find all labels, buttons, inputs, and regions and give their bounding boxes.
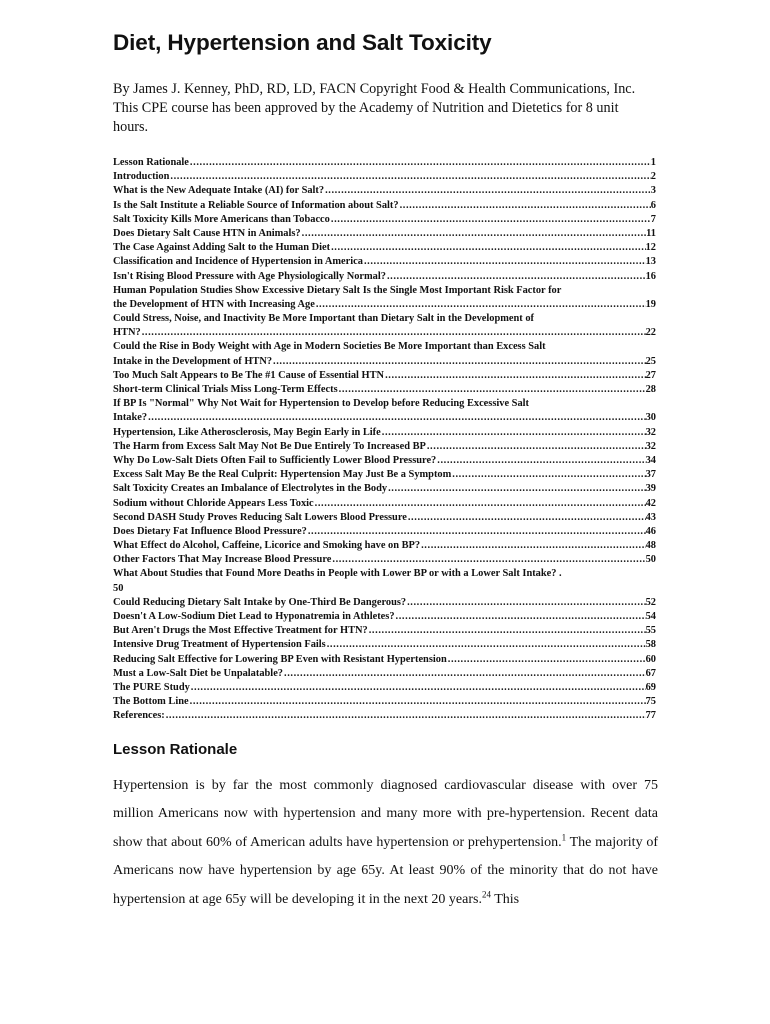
toc-page-number: 67 (645, 667, 656, 679)
toc-leader-dots (273, 355, 646, 369)
toc-entry (113, 582, 656, 596)
toc-page-number: 28 (645, 384, 656, 395)
toc-entry[interactable] (113, 369, 656, 383)
toc-page-number: 16 (645, 270, 656, 282)
toc-page-number: 6 (650, 199, 656, 211)
toc-entry-title: References: (113, 710, 165, 722)
toc-entry[interactable] (113, 170, 656, 184)
toc-leader-dots (437, 454, 645, 468)
table-of-contents (113, 156, 656, 724)
toc-entry-title: Short-term Clinical Trials Miss Long-Term Effects (113, 384, 338, 395)
toc-leader-dots (369, 624, 646, 638)
toc-leader-dots (191, 681, 646, 695)
toc-entry[interactable] (113, 511, 656, 525)
toc-entry-title: What is the New Adequate Intake (AI) for Salt? (113, 185, 325, 197)
toc-entry-title: Salt Toxicity Kills More Americans than Tobacco (113, 213, 330, 225)
toc-entry[interactable] (113, 667, 656, 681)
toc-page-number: 3 (650, 185, 656, 197)
toc-entry[interactable] (113, 525, 656, 539)
toc-entry-title: Other Factors That May Increase Blood Pressure (113, 554, 332, 566)
toc-leader-dots (332, 553, 645, 567)
toc-entry-title: Intensive Drug Treatment of Hypertension Fails (113, 639, 326, 651)
toc-entry-title: Could Reducing Dietary Salt Intake by One-Third Be Dangerous? (113, 596, 407, 608)
toc-entry-title: Does Dietary Salt Cause HTN in Animals? (113, 227, 301, 239)
toc-entry[interactable] (113, 553, 656, 567)
toc-leader-dots (190, 695, 646, 709)
toc-leader-dots (142, 326, 646, 340)
toc-entry-title: Isn't Rising Blood Pressure with Age Physiologically Normal? (113, 270, 386, 282)
toc-page-number: 46 (645, 525, 656, 537)
toc-entry-title: What Effect do Alcohol, Caffeine, Licorice and Smoking have on BP? (113, 540, 421, 552)
toc-leader-dots (331, 213, 651, 227)
toc-page-number: 69 (645, 681, 656, 693)
toc-entry-title: Hypertension, Like Atherosclerosis, May Begin Early in Life (113, 426, 381, 438)
toc-entry[interactable] (113, 638, 656, 652)
toc-leader-dots (421, 539, 646, 553)
toc-leader-dots (316, 298, 646, 312)
toc-entry[interactable] (113, 681, 656, 695)
toc-entry-title: The Bottom Line (113, 696, 189, 708)
toc-entry[interactable] (113, 184, 656, 198)
toc-entry-title: Lesson Rationale (113, 157, 189, 168)
document-title: Diet, Hypertension and Salt Toxicity (113, 30, 492, 55)
toc-leader-dots (387, 270, 646, 284)
byline: By James J. Kenney, PhD, RD, LD, FACN Copyright Food & Health Communications, Inc. This CPE course has been approved by the Academy of Nutrition and Dietetics for 8 unit hours. (113, 81, 636, 135)
toc-leader-dots (327, 638, 646, 652)
toc-leader-dots (166, 709, 646, 723)
toc-entry-title: the Development of HTN with Increasing Age (113, 298, 315, 310)
toc-page-number: 48 (645, 540, 656, 552)
toc-entry[interactable] (113, 326, 656, 340)
toc-entry[interactable] (113, 653, 656, 667)
toc-page-number: 39 (645, 483, 656, 495)
toc-page-number: 12 (645, 242, 656, 254)
toc-page-number: 60 (645, 653, 656, 665)
toc-leader-dots (170, 170, 650, 184)
toc-entry[interactable] (113, 426, 656, 440)
toc-entry[interactable] (113, 383, 656, 397)
body-text-part-2: The majority of Americans now have hypertension by age 65y. At least 90% of the minority that do not have hypertension at age 65y will be developing it in the next 20 years. (113, 834, 658, 907)
body-paragraph (113, 772, 658, 914)
toc-entry (113, 567, 656, 581)
toc-entry-title: The Harm from Excess Salt May Not Be Due Entirely To Increased BP (113, 440, 426, 452)
toc-entry-title: What About Studies that Found More Deaths in People with Lower BP or with a Lower Salt Intake? . (113, 568, 562, 580)
toc-entry-title: Intake in the Development of HTN? (113, 355, 273, 367)
toc-entry-title: Sodium without Chloride Appears Less Toxic (113, 497, 314, 509)
toc-entry[interactable] (113, 709, 656, 723)
toc-entry[interactable] (113, 695, 656, 709)
toc-entry-title: Salt Toxicity Creates an Imbalance of Electrolytes in the Body (113, 483, 388, 495)
toc-entry[interactable] (113, 482, 656, 496)
toc-leader-dots (388, 482, 646, 496)
toc-entry[interactable] (113, 255, 656, 269)
toc-entry[interactable] (113, 241, 656, 255)
toc-entry-title: The Case Against Adding Salt to the Human Diet (113, 242, 331, 254)
toc-page-number: 1 (650, 157, 656, 168)
toc-leader-dots (308, 525, 646, 539)
toc-page-number: 50 (645, 554, 656, 566)
toc-leader-dots (190, 156, 651, 170)
toc-leader-dots (400, 199, 651, 213)
toc-entry[interactable] (113, 213, 656, 227)
toc-entry-title: Could the Rise in Body Weight with Age in Modern Societies Be More Important than Excess Salt (113, 341, 546, 353)
toc-entry (113, 284, 656, 298)
toc-leader-dots (325, 184, 651, 198)
toc-leader-dots (396, 610, 646, 624)
toc-page-number: 43 (645, 511, 656, 523)
toc-page-number: 37 (645, 469, 656, 481)
toc-entry-title: Classification and Incidence of Hypertension in America (113, 256, 363, 268)
toc-entry-title: Human Population Studies Show Excessive Dietary Salt Is the Single Most Important Risk Factor for (113, 284, 562, 296)
toc-leader-dots (452, 468, 645, 482)
toc-page-number: 54 (645, 611, 656, 622)
toc-page-number: 11 (646, 227, 656, 239)
toc-leader-dots (448, 653, 646, 667)
toc-entry[interactable] (113, 596, 656, 610)
toc-entry[interactable] (113, 270, 656, 284)
footnote-ref[interactable]: 24 (481, 888, 491, 899)
toc-leader-dots (339, 383, 646, 397)
toc-page-number: 75 (645, 696, 656, 708)
toc-entry-title: Reducing Salt Effective for Lowering BP Even with Resistant Hypertension (113, 653, 447, 665)
toc-leader-dots (364, 255, 646, 269)
toc-entry (113, 397, 656, 411)
toc-page-number: 13 (645, 256, 656, 268)
toc-leader-dots (331, 241, 646, 255)
toc-page-number: 42 (645, 497, 656, 509)
toc-entry-title: Could Stress, Noise, and Inactivity Be More Important than Dietary Salt in the Development of (113, 313, 534, 325)
toc-entry-title: Excess Salt May Be the Real Culprit: Hypertension May Just Be a Symptom (113, 469, 452, 481)
toc-leader-dots (407, 596, 646, 610)
toc-leader-dots (408, 511, 646, 525)
toc-entry-title: If BP Is "Normal" Why Not Wait for Hypertension to Develop before Reducing Excessive Salt (113, 398, 529, 410)
toc-entry[interactable] (113, 468, 656, 482)
toc-page-number: 77 (645, 710, 656, 722)
toc-entry[interactable] (113, 227, 656, 241)
toc-entry-title: Is the Salt Institute a Reliable Source of Information about Salt? (113, 199, 399, 211)
toc-leader-dots (302, 227, 647, 241)
toc-entry-title: Introduction (113, 171, 170, 183)
toc-page-number: 25 (645, 355, 656, 367)
footnote-ref[interactable]: 1 (561, 832, 567, 843)
toc-leader-dots (148, 411, 646, 425)
toc-page-number: 19 (645, 298, 656, 310)
toc-entry[interactable] (113, 539, 656, 553)
toc-entry-title: But Aren't Drugs the Most Effective Treatment for HTN? (113, 625, 368, 637)
toc-entry[interactable] (113, 355, 656, 369)
toc-entry-title: Must a Low-Salt Diet be Unpalatable? (113, 667, 284, 679)
toc-page-number: 27 (645, 369, 656, 381)
toc-page-number: 2 (650, 171, 656, 183)
toc-entry-title: The PURE Study (113, 681, 190, 693)
toc-entry-title: Doesn't A Low-Sodium Diet Lead to Hyponatremia in Athletes? (113, 611, 395, 622)
toc-leader-dots (284, 667, 646, 681)
toc-entry-title: Second DASH Study Proves Reducing Salt Lowers Blood Pressure (113, 511, 407, 523)
toc-entry[interactable] (113, 497, 656, 511)
toc-page-number: 7 (650, 213, 656, 225)
toc-page-number: 30 (645, 412, 656, 424)
toc-entry-title: Intake? (113, 412, 148, 424)
toc-page-number: 22 (645, 327, 656, 339)
toc-entry[interactable] (113, 156, 656, 170)
toc-entry[interactable] (113, 624, 656, 638)
toc-page-number: 32 (645, 426, 656, 438)
toc-entry[interactable] (113, 298, 656, 312)
toc-entry-title: Does Dietary Fat Influence Blood Pressure? (113, 525, 307, 537)
toc-page-number: 55 (645, 625, 656, 637)
toc-entry (113, 340, 656, 354)
toc-entry[interactable] (113, 199, 656, 213)
toc-page-number: 52 (645, 596, 656, 608)
toc-leader-dots (385, 369, 646, 383)
toc-entry-title: 50 (113, 582, 124, 594)
toc-entry[interactable] (113, 610, 656, 624)
body-text-part-1: Hypertension is by far the most commonly diagnosed cardiovascular disease with over 75 million Americans now with hypertension and many more with pre-hypertension. Recent data show that about 60% of American adults have hypertension or prehypertension. (113, 778, 658, 850)
toc-entry (113, 312, 656, 326)
body-text-part-3: This (490, 891, 520, 907)
toc-entry-title: HTN? (113, 327, 141, 339)
toc-entry-title: Too Much Salt Appears to Be The #1 Cause of Essential HTN (113, 369, 385, 381)
toc-entry[interactable] (113, 440, 656, 454)
toc-page-number: 34 (645, 454, 656, 466)
toc-entry[interactable] (113, 411, 656, 425)
toc-entry[interactable] (113, 454, 656, 468)
section-heading: Lesson Rationale (113, 741, 238, 758)
toc-page-number: 32 (645, 440, 656, 452)
toc-leader-dots (427, 440, 646, 454)
toc-leader-dots (382, 426, 646, 440)
toc-entry-title: Why Do Low-Salt Diets Often Fail to Sufficiently Lower Blood Pressure? (113, 454, 437, 466)
toc-page-number: 58 (645, 639, 656, 651)
toc-leader-dots (315, 497, 646, 511)
